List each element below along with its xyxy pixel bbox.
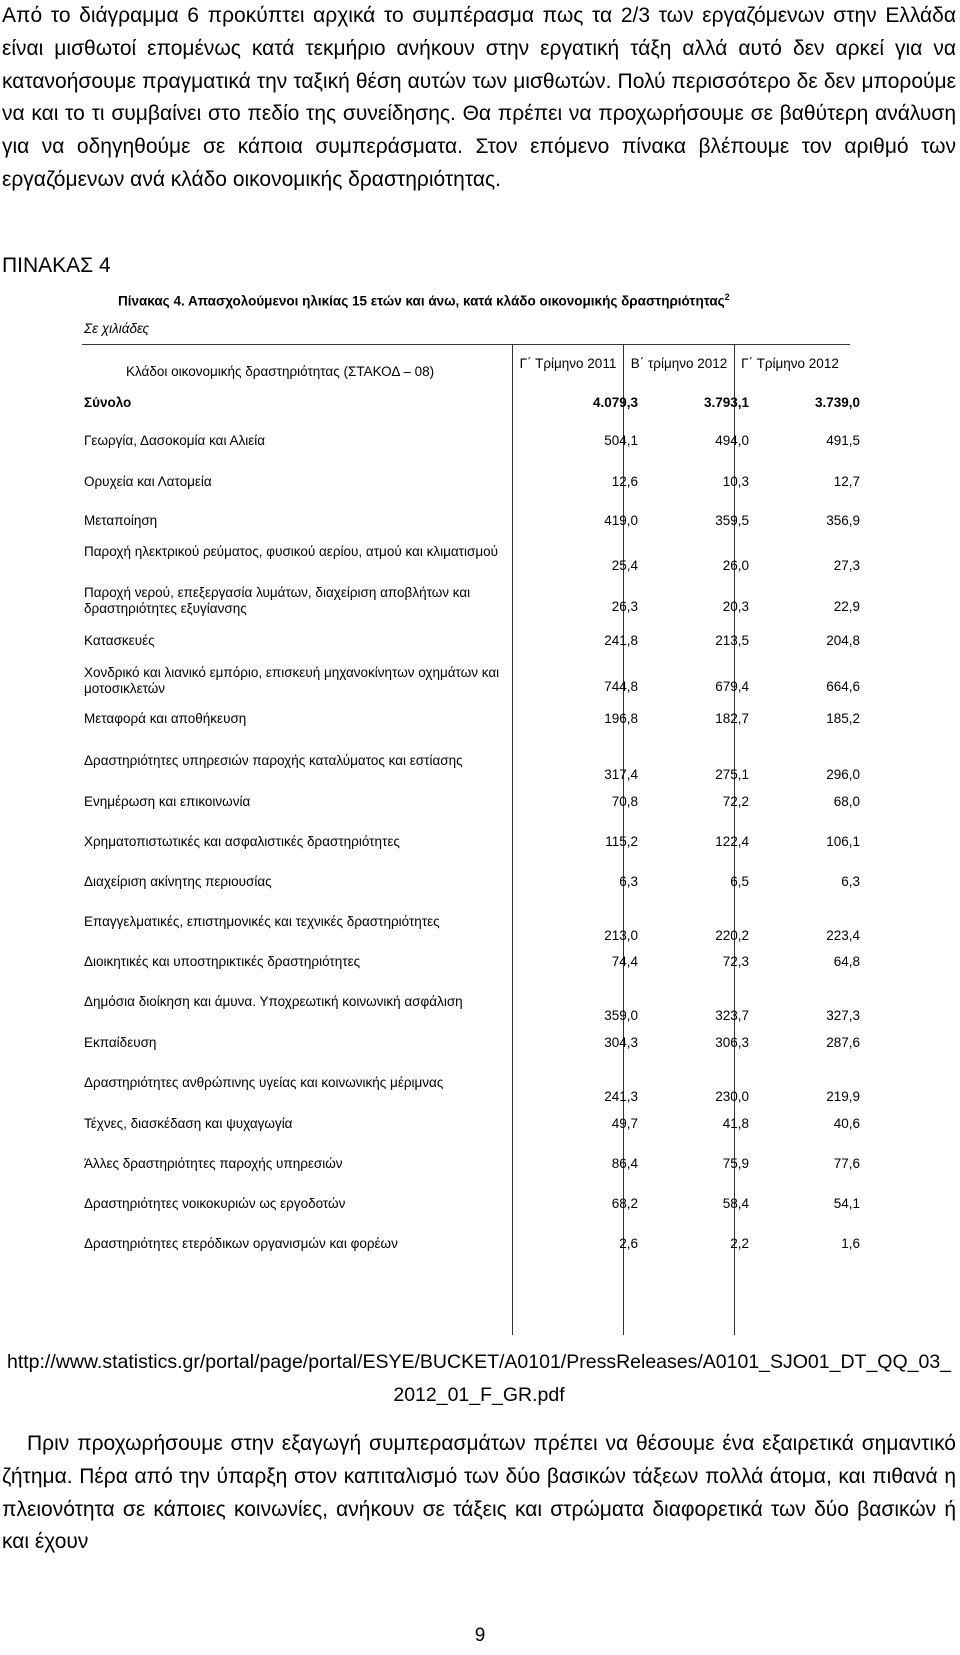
intro-paragraph: Από το διάγραμμα 6 προκύπτει αρχικά το συμπέρασμα πως τα 2/3 των εργαζόμενων στην Ελλάδα είναι μισθωτοί επομένως κατά τεκμήριο ανήκουν στην εργατική τάξη αλλά αυτό δεν αρκεί για να κατανοήσουμε πραγματικά την ταξική θέση αυτών των μισθωτών. Πολύ περισσότερο δε δεν μπορούμε να και το τι συμβαίνει στο πεδίο της συνείδησης. Θα πρέπει να προχωρήσουμε σε βαθύτερη ανάλυση για να οδηγηθούμε σε κάποια συμπεράσματα. Στον επόμενο πίνακα βλέπουμε τον αριθμό των εργαζόμενων ανά κλάδο οικονομικής δραστηριότητας. — [2, 4, 956, 191]
row-value: 356,9 — [826, 513, 860, 528]
header-col-q2-2012: Β΄ τρίμηνο 2012 — [630, 356, 728, 371]
row-value: 3.739,0 — [814, 395, 860, 410]
row-category: Δραστηριότητες υπηρεσιών παροχής καταλύματος και εστίασης — [84, 753, 463, 768]
source-url[interactable]: http://www.statistics.gr/portal/page/portal/ESYE/BUCKET/A0101/PressReleases/A0101_SJO01_DT_QQ_03_2012_01_F_GR.pdf — [6, 1351, 952, 1406]
header-category: Κλάδοι οικονομικής δραστηριότητας (ΣΤΑΚΟΔ – 08) — [126, 364, 435, 379]
row-value: 40,6 — [833, 1116, 860, 1131]
table-label: ΠΙΝΑΚΑΣ 4 — [2, 254, 111, 277]
row-value: 213,5 — [715, 633, 749, 648]
row-category: Παροχή ηλεκτρικού ρεύματος, φυσικού αερίου, ατμού και κλιματισμού — [84, 544, 499, 559]
row-value: 20,3 — [722, 599, 749, 614]
table-caption-text: Πίνακας 4. Απασχολούμενοι ηλικίας 15 ετών και άνω, κατά κλάδο οικονομικής δραστηριότητας — [118, 293, 725, 309]
row-value: 12,6 — [611, 474, 638, 489]
row-value: 74,4 — [611, 954, 638, 969]
row-value: 359,0 — [604, 1008, 638, 1023]
row-value: 1,6 — [841, 1236, 860, 1251]
row-value: 296,0 — [826, 767, 860, 782]
row-value: 327,3 — [826, 1008, 860, 1023]
row-category: Παροχή νερού, επεξεργασία λυμάτων, διαχείριση αποβλήτων και δραστηριότητες εξυγίανσης — [84, 585, 471, 616]
row-value: 287,6 — [826, 1035, 860, 1050]
row-value: 58,4 — [722, 1196, 749, 1211]
row-category: Γεωργία, Δασοκομία και Αλιεία — [84, 433, 266, 448]
row-value: 68,2 — [611, 1196, 638, 1211]
row-category: Κατασκευές — [84, 633, 155, 648]
table-units: Σε χιλιάδες — [84, 321, 150, 336]
row-category: Χονδρικό και λιανικό εμπόριο, επισκευή μηχανοκίνητων οχημάτων και μοτοσικλετών — [84, 665, 500, 696]
row-value: 2,6 — [619, 1236, 638, 1251]
row-value: 491,5 — [826, 433, 860, 448]
row-value: 241,8 — [604, 633, 638, 648]
row-value: 6,3 — [841, 874, 860, 889]
row-category: Εκπαίδευση — [84, 1035, 157, 1050]
row-category: Μεταποίηση — [84, 513, 158, 528]
row-value: 196,8 — [604, 711, 638, 726]
row-value: 68,0 — [833, 794, 860, 809]
row-value: 77,6 — [833, 1156, 860, 1171]
table-caption-footnote-mark: 2 — [724, 292, 730, 302]
row-value: 72,2 — [722, 794, 749, 809]
row-value: 323,7 — [715, 1008, 749, 1023]
table-caption — [118, 288, 730, 311]
row-value: 22,9 — [833, 599, 860, 614]
row-value: 241,3 — [604, 1089, 638, 1104]
row-value: 72,3 — [722, 954, 749, 969]
row-value: 122,4 — [715, 834, 749, 849]
row-value: 64,8 — [833, 954, 860, 969]
row-category: Δραστηριότητες ετερόδικων οργανισμών και φορέων — [84, 1236, 398, 1251]
row-category: Τέχνες, διασκέδαση και ψυχαγωγία — [84, 1116, 293, 1131]
row-value: 54,1 — [833, 1196, 860, 1211]
row-category: Διαχείριση ακίνητης περιουσίας — [84, 874, 272, 889]
row-value: 504,1 — [604, 433, 638, 448]
row-value: 275,1 — [715, 767, 749, 782]
row-value: 306,3 — [715, 1035, 749, 1050]
row-category: Δραστηριότητες ανθρώπινης υγείας και κοινωνικής μέριμνας — [84, 1075, 444, 1090]
row-category: Διοικητικές και υποστηρικτικές δραστηριότητες — [84, 954, 361, 969]
row-value: 10,3 — [722, 474, 749, 489]
row-value: 359,5 — [715, 513, 749, 528]
row-category: Ενημέρωση και επικοινωνία — [84, 794, 251, 809]
row-value: 86,4 — [611, 1156, 638, 1171]
row-category: Επαγγελματικές, επιστημονικές και τεχνικές δραστηριότητες — [84, 914, 440, 929]
statistics-table — [82, 344, 860, 1335]
row-category: Χρηματοπιστωτικές και ασφαλιστικές δραστηριότητες — [84, 834, 400, 849]
row-value: 26,3 — [611, 599, 638, 614]
header-col-q3-2011: Γ΄ Τρίμηνο 2011 — [519, 356, 617, 371]
row-value: 75,9 — [722, 1156, 749, 1171]
row-category: Μεταφορά και αποθήκευση — [84, 711, 247, 726]
row-value: 26,0 — [722, 558, 749, 573]
row-value: 182,7 — [715, 711, 749, 726]
row-value: 12,7 — [833, 474, 860, 489]
row-value: 204,8 — [826, 633, 860, 648]
page-number: 9 — [474, 1625, 486, 1646]
row-value: 3.793,1 — [703, 395, 749, 410]
row-value: 494,0 — [715, 433, 749, 448]
row-value: 220,2 — [715, 928, 749, 943]
row-value: 25,4 — [611, 558, 638, 573]
row-value: 304,3 — [604, 1035, 638, 1050]
closing-paragraph: Πριν προχωρήσουμε στην εξαγωγή συμπερασμάτων πρέπει να θέσουμε ένα εξαιρετικά σημαντικό ζήτημα. Πέρα από την ύπαρξη στον καπιταλισμό των δύο βασικών τάξεων πολλά άτομα, και πιθανά η πλειονότητα σε κάποιες κοινωνίες, ανήκουν σε τάξεις και στρώματα διαφορετικά των δύο βασικών ή και έχουν — [2, 1432, 956, 1554]
row-value: 70,8 — [611, 794, 638, 809]
row-value: 679,4 — [715, 679, 749, 694]
row-category: Δημόσια διοίκηση και άμυνα. Υποχρεωτική κοινωνική ασφάλιση — [84, 994, 463, 1009]
header-col-q3-2012: Γ΄ Τρίμηνο 2012 — [741, 356, 839, 371]
row-category: Δραστηριότητες νοικοκυριών ως εργοδοτών — [84, 1196, 346, 1211]
row-value: 4.079,3 — [592, 395, 638, 410]
row-value: 115,2 — [605, 834, 638, 849]
row-value: 230,0 — [715, 1089, 749, 1104]
row-category: Ορυχεία και Λατομεία — [84, 474, 212, 489]
row-value: 744,8 — [604, 679, 638, 694]
row-value: 49,7 — [611, 1116, 638, 1131]
row-value: 419,0 — [604, 513, 638, 528]
row-value: 6,3 — [619, 874, 638, 889]
row-value: 2,2 — [730, 1236, 749, 1251]
row-value: 27,3 — [833, 558, 860, 573]
row-value: 664,6 — [826, 679, 860, 694]
row-value: 223,4 — [826, 928, 860, 943]
row-category: Άλλες δραστηριότητες παροχής υπηρεσιών — [84, 1156, 343, 1171]
row-value: 213,0 — [604, 928, 638, 943]
row-value: 6,5 — [730, 874, 749, 889]
row-value: 219,9 — [826, 1089, 860, 1104]
row-category: Σύνολο — [84, 395, 132, 410]
row-value: 317,4 — [604, 767, 638, 782]
row-value: 185,2 — [826, 711, 860, 726]
row-value: 41,8 — [722, 1116, 749, 1131]
row-value: 106,1 — [826, 834, 860, 849]
